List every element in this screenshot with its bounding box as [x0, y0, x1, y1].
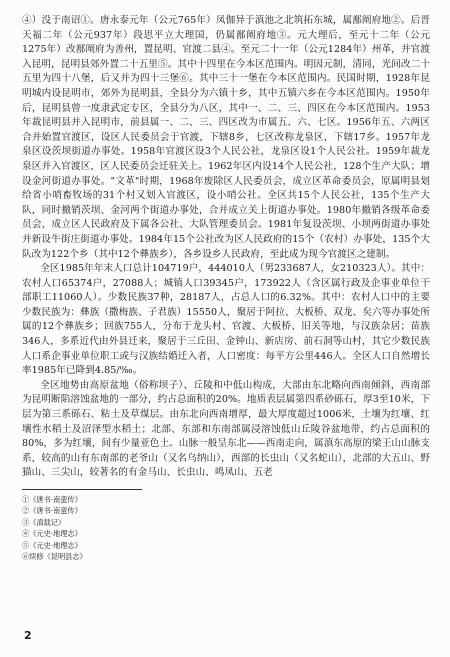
footnote-item: ④《元史·地理志》	[22, 529, 82, 539]
page-number: 2	[24, 629, 32, 642]
footnote-item: ①《唐书·南蛮传》	[22, 495, 82, 504]
footnote-item: ⑥续修《昆明县志》	[22, 552, 87, 562]
body-text	[22, 14, 430, 481]
paragraph-population: 全区1985年年末人口总计104719户，444010人（男233687人，女210323人）。其中：农村人口65374户，27088人；城镇人口39345户，173922人（含区属行政及企事业单位干部职工11060人）。少数民族37种，28187人，占总人口的6.32%。其中：农村人口中的主要少数民族为：彝族（撒梅族、子君族）15550人，聚居于阿拉、大板桥、双龙、矣六等办事处所属的12个彝族乡；回族755人，分布于龙头村、官渡、大板桥、旧关等地，与汉族杂居；苗族346人，多系近代由外县迁来，聚居于三丘田、金钟山、新店房、前石洞等山村，其它少数民族人口系企事业单位职工或与汉族结婚迁入者，人口密度：每平方公里446人。全区人口自然增长率1985年已降到4.85/‰。	[22, 263, 430, 377]
paragraph-history: ④）没于南诏①。唐永泰元年（公元765年）凤伽异于滇池之北筑拓东城，属鄯阐府地②。后晋天福二年（公元937年）段思平立大理国，仍属鄯阐府地③。元大理后，至元十二年（公元1275年）改鄯阐府为善州，置昆明、官渡二县④。至元二十一年（公元1284年）州革，并官渡入昆明，昆明县郊外置二十五里⑤。其中十四里在今本区范围内。明因元制，清同，光间改二十五里为四十八堡，后又并为四十三堡⑥。其中三十一堡在今本区范围内。民国时期，1928年昆明城内设昆明市，郊外为昆明县，全县分为六镇十乡，其中五镇六乡在今本区范围内。1950年后，昆明县曾一度隶武定专区，全县分为八区，其中一、二、三、四区在今本区范围内。1953年裁昆明县并入昆明市，前县属一、二、三、四区改为市属五、六、七区。1956年五、六两区合并始置官渡区，设区人民委员会于官渡，下辖8乡，七区改称龙泉区，下辖17乡。1957年龙泉区设茨坝街道办事处。1958年官渡区设3个人民公社，龙泉区设1个人民公社。1959年裁龙泉区并入官渡区，区人民委员会迁驻关上。1962年区内设14个人民公社，128个生产大队；增设金河街道办事处。"文革"时期，1968年废除区人民委员会，成立区革命委员会，原属明县划给省小哨畜牧场的31个村又划入官渡区，设小哨公社。全区共15个人民公社，135个生产大队，同时撤销茨坝、金河两个街道办事处，合并成立关上街道办事处。1980年撤销各级革命委员会，成立区人民政府及下属各公社、大队管理委员会。1981年复设茨坝、小坝两街道办事处并新设牛街庄街道办事处。1984年15个公社改为区人民政府的15个（农村）办事处，135个大队改为122个乡（其中12个彝族乡），各乡设乡人民政府，至此成为现今官渡区之建制。	[22, 15, 430, 260]
footnote-item: ③《滇载记》	[22, 517, 66, 527]
footnotes	[22, 494, 430, 562]
footnote-item: ⑤《元史·地理志》	[22, 540, 82, 550]
footnote-item: ②《唐书·南蛮传》	[22, 506, 82, 516]
footnote-divider	[22, 489, 142, 490]
paragraph-terrain: 全区地势由高原盆地（俗称坝子）、丘陵和中低山构成，大部由东北略向西南倾斜，西南部为昆明断陷溶蚀盆地的一部分，约占总面积的20%。地质表层属第四系砂砾石，厚3至10米，下层为第三系砾石、粘土及草煤层。由东北向西南增厚，最大厚度超过1006米，土壤为红壤、红壤性水稻土及沼泽型水稻土；北部、东部和东南部属浸溶蚀低山丘陵谷盆地带，约占总面积的80%，多为红壤，间有少量亚色土。山脉一般呈东北——西南走向，属滇东高原的梁王山山脉支系，较高的山有东南部的老爷山（又名乌纳山），西部的长虫山（又名蛇山），北部的大五山、野猫山、三尖山，较著名的有金马山、长虫山、鸣凤山、五老	[22, 379, 430, 479]
